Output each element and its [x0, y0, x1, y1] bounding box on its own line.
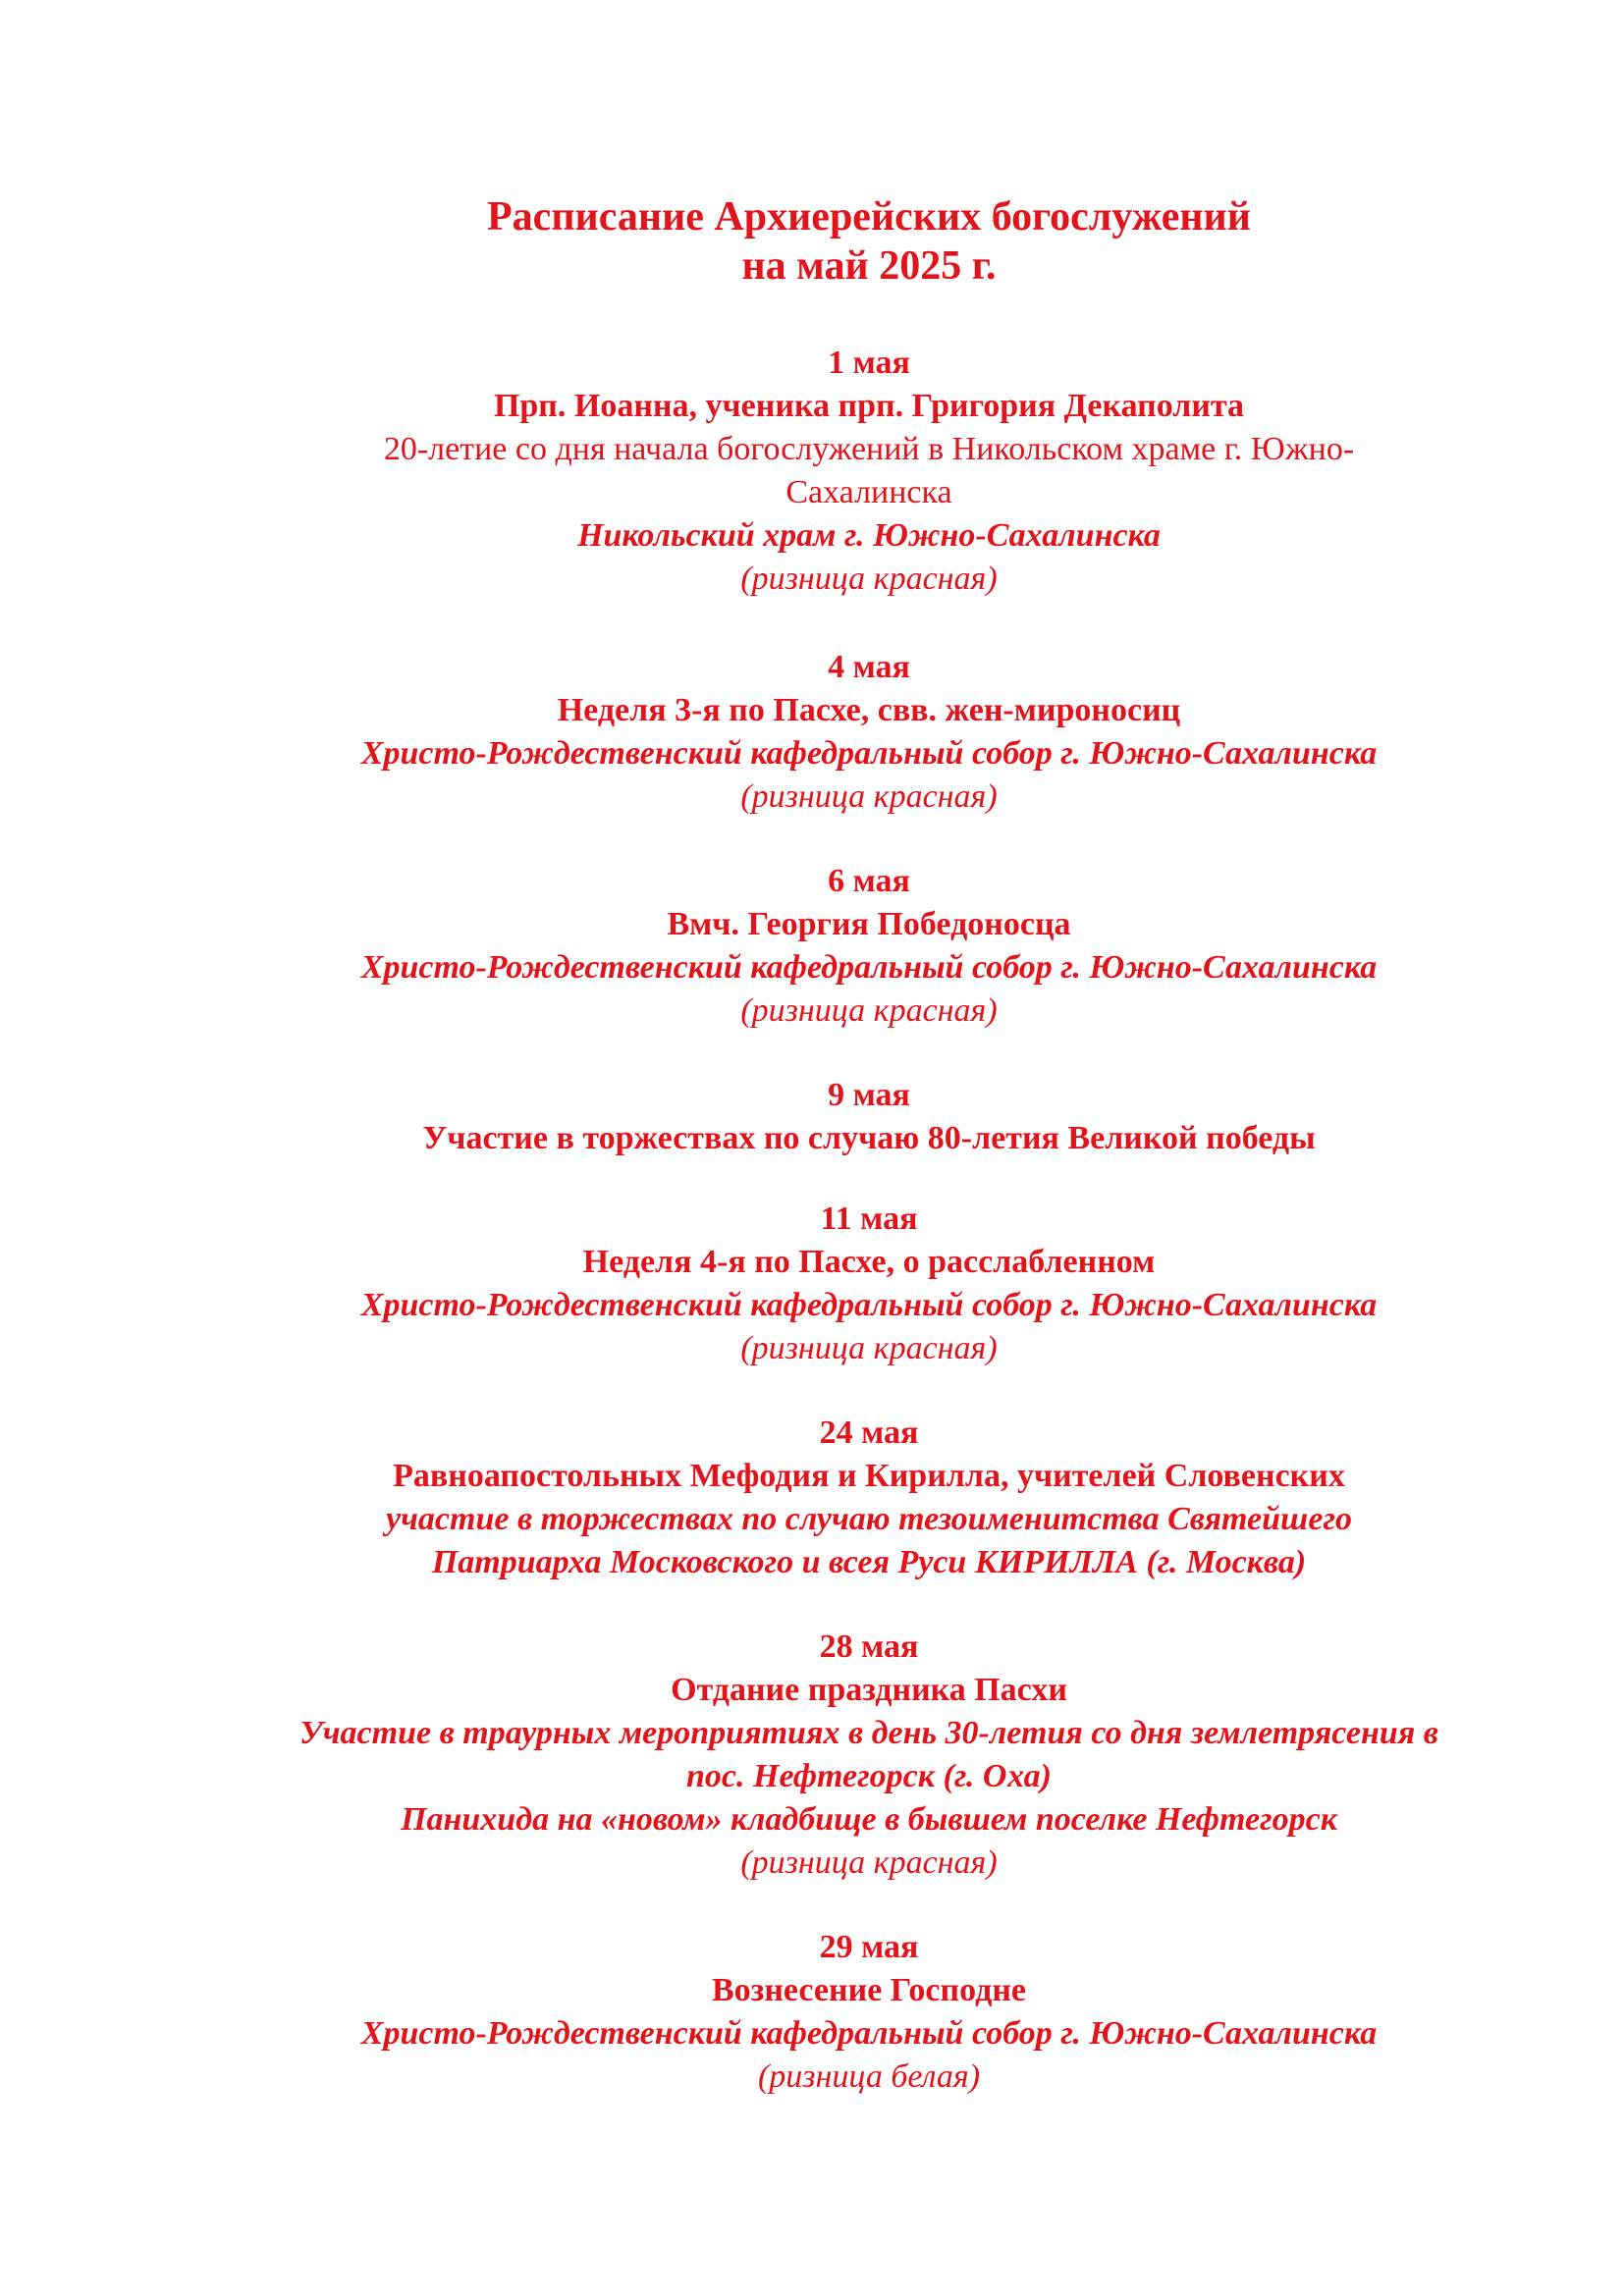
entry-feast: Участие в торжествах по случаю 80-летия Великой победы [422, 1120, 1316, 1156]
entry-place: Патриарха Московского и всея Руси КИРИЛЛА (г. Москва) [431, 1544, 1307, 1580]
entry-vestments: (ризница красная) [740, 992, 998, 1029]
schedule-entry [177, 342, 1561, 601]
entry-place: пос. Нефтегорск (г. Оха) [686, 1758, 1052, 1794]
schedule-list [177, 342, 1561, 2099]
entry-date: 9 мая [828, 1077, 910, 1113]
entry-place: Участие в траурных мероприятиях в день 30-летия со дня землетрясения в [299, 1715, 1438, 1751]
title-line-1: Расписание Архиерейских богослужений [487, 194, 1251, 240]
entry-place: Христо-Рождественский кафедральный собор г. Южно-Сахалинска [360, 1287, 1378, 1323]
entry-vestments: (ризница красная) [740, 561, 998, 597]
entry-place: Никольский храм г. Южно-Сахалинска [577, 517, 1161, 554]
entry-feast: Равноапостольных Мефодия и Кирилла, учителей Словенских [393, 1458, 1345, 1494]
entry-feast: Вознесение Господне [711, 1972, 1027, 2008]
schedule-entry [177, 1074, 1561, 1160]
entry-feast: Вмч. Георгия Победоносца [667, 906, 1071, 942]
document-page [177, 0, 1561, 2296]
entry-place: Христо-Рождественский кафедральный собор г. Южно-Сахалинска [360, 735, 1378, 772]
entry-place: Христо-Рождественский кафедральный собор г. Южно-Сахалинска [360, 2015, 1378, 2052]
schedule-entry [177, 1412, 1561, 1584]
entry-date: 4 мая [828, 649, 910, 685]
entry-date: 11 мая [820, 1201, 918, 1237]
schedule-entry [177, 646, 1561, 819]
entry-vestments: (ризница красная) [740, 1844, 998, 1881]
schedule-entry [177, 1926, 1561, 2099]
entry-feast: Неделя 3-я по Пасхе, свв. жен-мироносиц [557, 692, 1181, 728]
entry-date: 28 мая [819, 1629, 919, 1665]
entry-feast: Прп. Иоанна, ученика прп. Григория Декаполита [493, 388, 1245, 424]
entry-note: Сахалинска [785, 474, 952, 510]
entry-date: 6 мая [828, 863, 910, 899]
document-title [177, 192, 1561, 291]
entry-date: 1 мая [828, 345, 910, 381]
schedule-entry [177, 860, 1561, 1033]
schedule-entry [177, 1626, 1561, 1885]
entry-place: Христо-Рождественский кафедральный собор г. Южно-Сахалинска [360, 949, 1378, 986]
title-line-2: на май 2025 г. [741, 243, 997, 289]
entry-vestments: (ризница красная) [740, 1330, 998, 1366]
entry-place: участие в торжествах по случаю тезоименитства Святейшего [385, 1501, 1352, 1537]
entry-vestments: (ризница красная) [740, 778, 998, 815]
schedule-entry [177, 1198, 1561, 1370]
entry-date: 29 мая [819, 1929, 919, 1965]
entry-note: 20-летие со дня начала богослужений в Никольском храме г. Южно- [383, 431, 1355, 467]
entry-feast: Отдание праздника Пасхи [671, 1672, 1067, 1708]
entry-place: Панихида на «новом» кладбище в бывшем поселке Нефтегорск [401, 1801, 1337, 1838]
entry-feast: Неделя 4-я по Пасхе, о расслабленном [582, 1244, 1156, 1280]
entry-vestments: (ризница белая) [757, 2058, 981, 2095]
entry-date: 24 мая [819, 1415, 919, 1451]
